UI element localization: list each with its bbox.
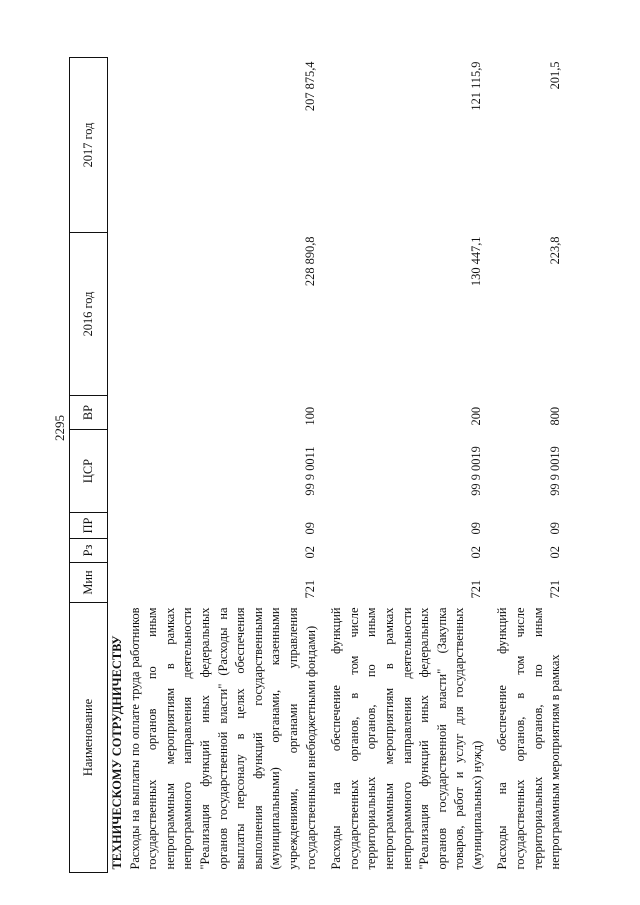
row-vr: 100 bbox=[302, 406, 317, 426]
row-min: 721 bbox=[468, 579, 483, 599]
row-csr: 99 9 0019 bbox=[468, 446, 483, 496]
row-min: 721 bbox=[548, 579, 563, 599]
row-rz: 02 bbox=[302, 546, 317, 559]
row-csr: 99 9 0019 bbox=[548, 446, 563, 496]
row-name: Расходы на обеспечение функций государственных органов, в том числе территориальных органов, по иным непрограммным мероприятиям в рамках bbox=[495, 607, 563, 870]
header-min: Мин bbox=[70, 563, 108, 603]
row-vr: 200 bbox=[468, 406, 483, 426]
row-rz: 02 bbox=[468, 546, 483, 559]
header-2016: 2016 год bbox=[70, 233, 108, 396]
header-csr: ЦСР bbox=[70, 430, 108, 513]
header-pr: ПР bbox=[70, 513, 108, 539]
row-2016: 130 447,1 bbox=[468, 236, 483, 287]
row-2016: 228 890,8 bbox=[302, 236, 317, 287]
header-rz: Рз bbox=[70, 539, 108, 563]
row-2017: 207 875,4 bbox=[302, 61, 317, 112]
row-vr: 800 bbox=[548, 406, 563, 426]
table-header-row bbox=[70, 58, 108, 873]
row-pr: 09 bbox=[468, 522, 483, 535]
rotated-table-container bbox=[69, 58, 616, 873]
table-row bbox=[127, 58, 329, 873]
section-row bbox=[108, 58, 127, 873]
header-vr: ВР bbox=[70, 396, 108, 430]
row-pr: 09 bbox=[548, 522, 563, 535]
row-csr: 99 9 0011 bbox=[302, 446, 317, 496]
page-number: 2295 bbox=[52, 415, 67, 441]
section-title: ТЕХНИЧЕСКОМУ СОТРУДНИЧЕСТВУ bbox=[110, 635, 124, 870]
header-name: Наименование bbox=[70, 603, 108, 873]
row-min: 721 bbox=[302, 579, 317, 599]
row-name: Расходы на выплаты по оплате труда работников государственных органов по иным непрограммным мероприятиям в рамках непрограммного направления деятельности "Реализация функций иных федеральных органов государственной власти" (Расходы на выплаты персоналу в целях обеспечения выполнения функций государственными (муниципальными) органами, казенными учреждениями, органами управления государственными внебюджетными фондами) bbox=[127, 607, 318, 870]
row-name: Расходы на обеспечение функций государственных органов, в том числе территориальных органов, по иным непрограммным мероприятиям в рамках непрограммного направления деятельности "Реализация функций иных федеральных органов государственной власти" (Закупка товаров, работ и услуг для государственных (муниципальных) нужд) bbox=[329, 607, 484, 870]
row-rz: 02 bbox=[548, 546, 563, 559]
table-row bbox=[328, 58, 494, 873]
row-2017: 121 115,9 bbox=[468, 61, 483, 111]
row-2016: 223,8 bbox=[548, 236, 563, 265]
budget-table bbox=[69, 57, 565, 873]
header-2017: 2017 год bbox=[70, 58, 108, 233]
row-pr: 09 bbox=[302, 522, 317, 535]
row-2017: 201,5 bbox=[548, 61, 563, 90]
table-row bbox=[494, 58, 564, 873]
